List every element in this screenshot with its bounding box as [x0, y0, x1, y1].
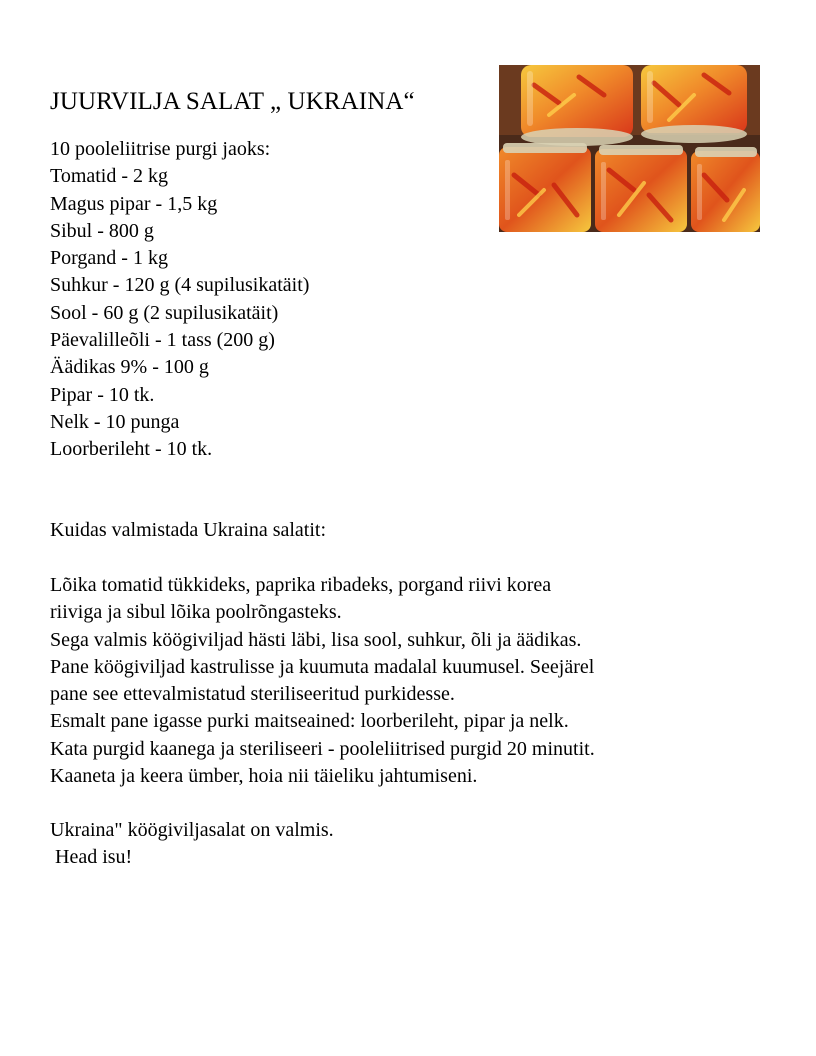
ingredient-line: Suhkur - 120 g (4 supilusikatäit) — [50, 274, 310, 297]
ingredient-line: Sibul - 800 g — [50, 219, 154, 242]
ingredient-list — [50, 136, 309, 464]
instruction-line: riiviga ja sibul lõika poolrõngasteks. — [50, 601, 342, 624]
closing-line: Head isu! — [50, 846, 133, 869]
ingredient-line: Pipar - 10 tk. — [50, 383, 155, 406]
ingredient-line: 10 pooleliitrise purgi jaoks: — [50, 138, 271, 160]
ingredient-line: Sool - 60 g (2 supilusikatäit) — [50, 301, 279, 324]
ingredient-line: Tomatid - 2 kg — [50, 165, 169, 188]
instructions-heading: Kuidas valmistada Ukraina salatit: — [50, 519, 327, 541]
jars-photo-illustration — [499, 65, 760, 232]
ingredient-line: Nelk - 10 punga — [50, 410, 180, 433]
instruction-line: Kaaneta ja keera ümber, hoia nii täieliku jahtumiseni. — [50, 765, 478, 788]
instruction-line: Sega valmis köögiviljad hästi läbi, lisa sool, suhkur, õli ja äädikas. — [50, 628, 582, 651]
instruction-line: pane see ettevalmistatud steriliseeritud purkidesse. — [50, 683, 455, 706]
instructions-body — [50, 572, 595, 790]
ingredient-line: Äädikas 9% - 100 g — [50, 356, 209, 379]
instruction-line: Esmalt pane igasse purki maitseained: loorberileht, pipar ja nelk. — [50, 710, 569, 733]
instruction-line: Lõika tomatid tükkideks, paprika ribadeks, porgand riivi korea — [50, 574, 552, 596]
pickled-vegetable-salad-jars-photo — [499, 65, 760, 232]
ingredient-line: Loorberileht - 10 tk. — [50, 438, 213, 461]
recipe-title: JUURVILJA SALAT „ UKRAINA“ — [50, 88, 415, 115]
instruction-line: Kata purgid kaanega ja steriliseeri - pooleliitrised purgid 20 minutit. — [50, 737, 595, 760]
ingredient-line: Päevalilleõli - 1 tass (200 g) — [50, 329, 275, 352]
ingredient-line: Magus pipar - 1,5 kg — [50, 192, 218, 215]
instruction-line: Pane köögiviljad kastrulisse ja kuumuta madalal kuumusel. Seejärel — [50, 655, 595, 678]
closing-line: Ukraina" köögiviljasalat on valmis. — [50, 819, 334, 841]
closing-text — [50, 817, 334, 872]
ingredient-line: Porgand - 1 kg — [50, 247, 168, 270]
